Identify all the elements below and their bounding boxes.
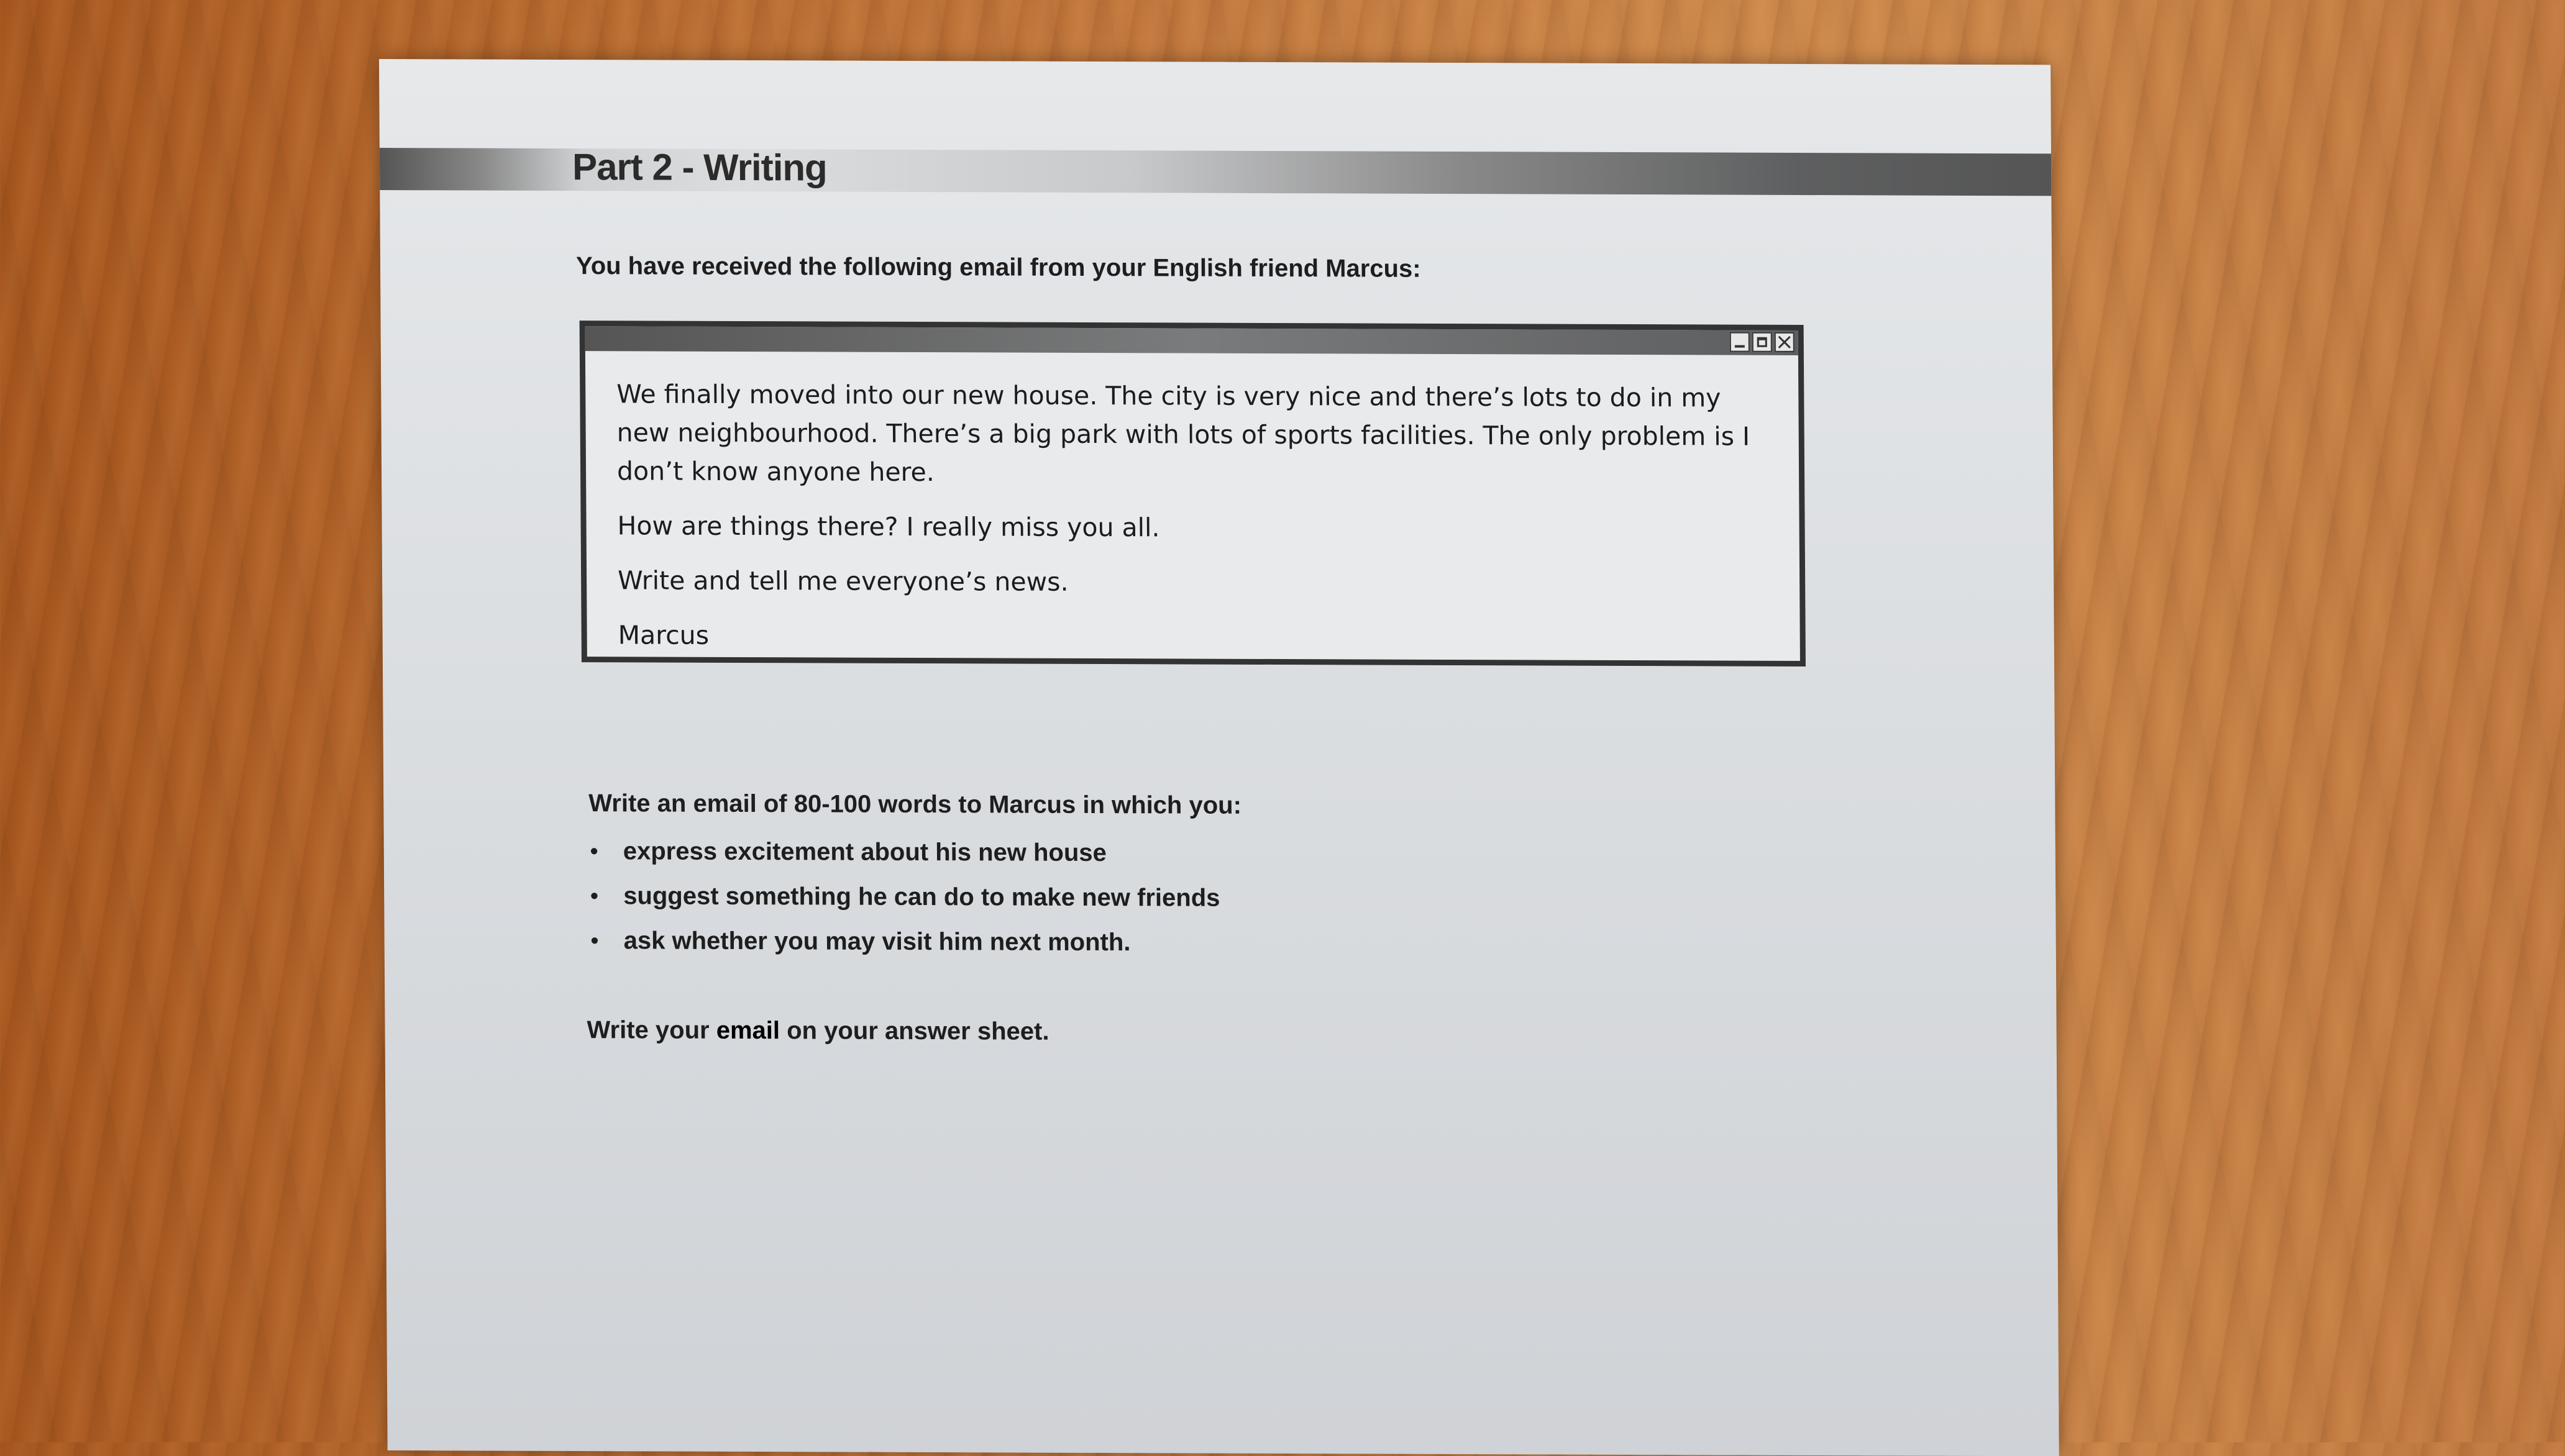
- email-titlebar: [585, 326, 1798, 355]
- intro-text: You have received the following email from your English friend Marcus:: [575, 252, 1421, 283]
- task-list: [589, 829, 1243, 965]
- section-title: Part 2 - Writing: [572, 146, 827, 189]
- email-paragraph: How are things there? I really miss you all.: [617, 511, 1160, 543]
- email-paragraph: Write and tell me everyone’s news.: [617, 565, 1069, 597]
- email-signature: Marcus: [618, 620, 710, 650]
- instruction-text: Write your: [587, 1016, 716, 1044]
- task-heading: Write an email of 80-100 words to Marcus in which you:: [588, 789, 1242, 819]
- email-paragraph: We finally moved into our new house. The city is very nice and there’s lots to do in my new neighbourhood. There’s a big park with lots of sports facilities. The only problem is I don’t know anyone here.: [616, 379, 1750, 488]
- task-block: [588, 789, 1242, 965]
- instruction-text: on your answer sheet.: [779, 1017, 1049, 1045]
- minimize-icon: [1730, 332, 1750, 352]
- instruction-emphasis: email: [716, 1016, 780, 1045]
- list-item: • express excitement about his new house: [589, 829, 1242, 876]
- answer-instruction: [587, 1016, 1049, 1046]
- list-item: • ask whether you may visit him next month.: [589, 918, 1242, 965]
- maximize-icon: [1752, 332, 1772, 352]
- email-body: [616, 375, 1774, 674]
- window-controls: [1730, 332, 1795, 352]
- close-icon: [1775, 332, 1795, 352]
- list-item: • suggest something he can do to make new friends: [589, 873, 1242, 921]
- email-window: [580, 321, 1806, 667]
- exam-page: [379, 59, 2059, 1456]
